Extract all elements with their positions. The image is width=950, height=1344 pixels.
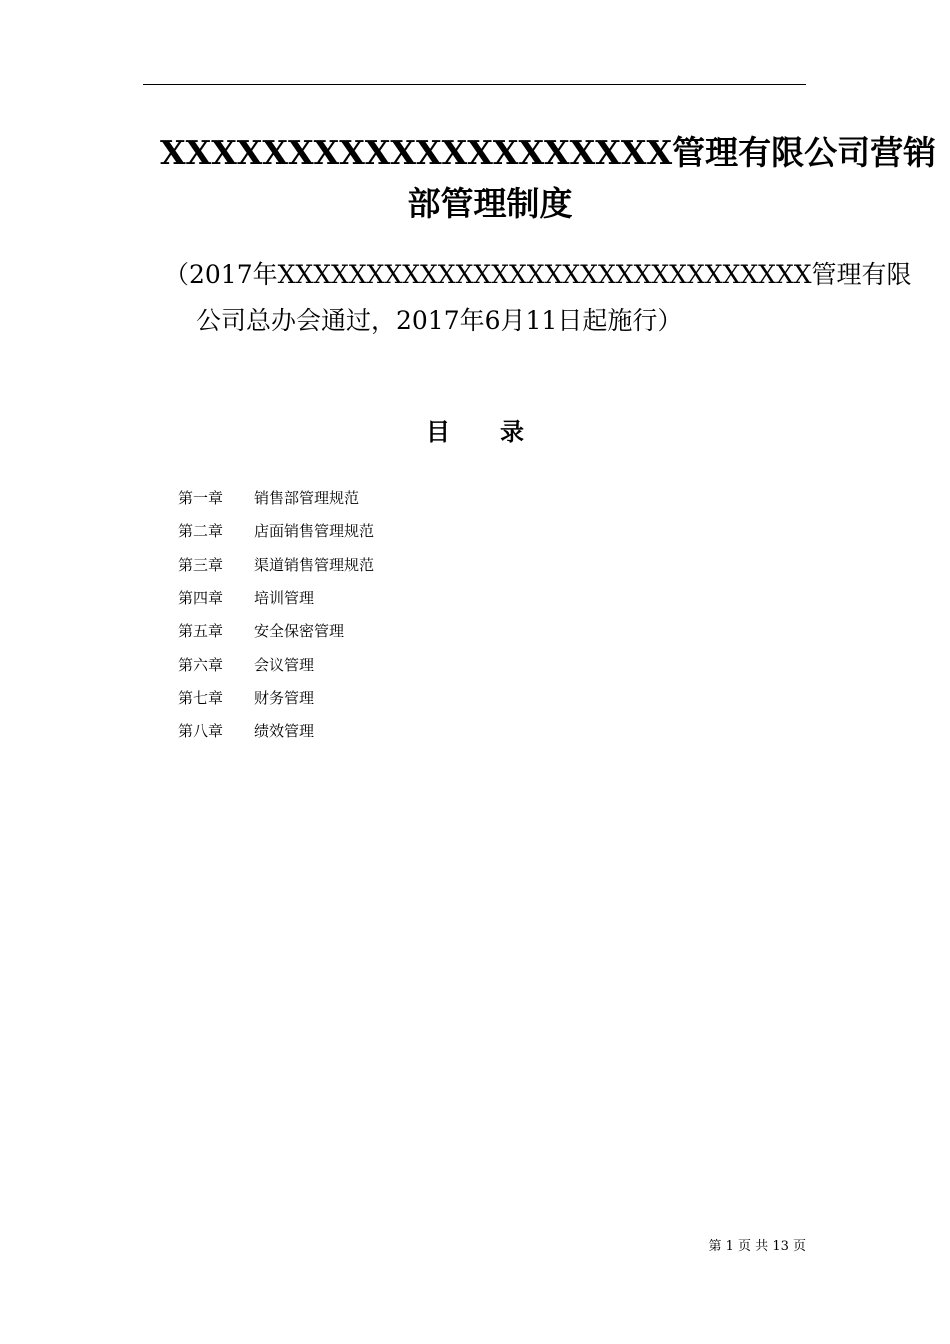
toc-chapter-title: 会议管理	[254, 655, 315, 674]
toc-chapter-title: 销售部管理规范	[254, 489, 360, 508]
toc-heading-char-2: 录	[500, 417, 524, 446]
toc-chapter-title: 财务管理	[254, 688, 315, 707]
toc-chapter-title: 绩效管理	[254, 722, 315, 741]
document-subtitle-line-1: （2017年XXXXXXXXXXXXXXXXXXXXXXXXXXXXXX管理有限	[164, 260, 912, 289]
toc-item[interactable]	[178, 647, 374, 680]
document-title-line-2: 部管理制度	[407, 184, 573, 223]
header-rule	[143, 84, 806, 85]
toc-item[interactable]	[178, 581, 374, 614]
document-subtitle	[150, 252, 912, 344]
toc-chapter-title: 安全保密管理	[254, 622, 345, 641]
toc-list	[178, 481, 374, 747]
toc-item[interactable]	[178, 614, 374, 647]
toc-item[interactable]	[178, 714, 374, 747]
document-subtitle-line-2: 公司总办会通过，2017年6月11日起施行）	[196, 306, 683, 335]
toc-chapter-title: 培训管理	[254, 589, 315, 608]
toc-chapter-number: 第五章	[178, 622, 224, 641]
document-title-line-1: XXXXXXXXXXXXXXXXXXXX管理有限公司营销	[160, 133, 937, 172]
toc-heading	[0, 415, 950, 449]
toc-item[interactable]	[178, 514, 374, 547]
toc-item[interactable]	[178, 481, 374, 514]
toc-chapter-number: 第三章	[178, 555, 224, 574]
page-number-footer: 第 1 页 共 13 页	[708, 1239, 806, 1254]
toc-chapter-number: 第四章	[178, 589, 224, 608]
toc-heading-char-1: 目	[426, 417, 450, 446]
toc-chapter-number: 第二章	[178, 522, 224, 541]
toc-item[interactable]	[178, 548, 374, 581]
toc-item[interactable]	[178, 681, 374, 714]
toc-chapter-title: 渠道销售管理规范	[254, 555, 375, 574]
toc-chapter-number: 第六章	[178, 655, 224, 674]
toc-chapter-number: 第八章	[178, 722, 224, 741]
toc-chapter-title: 店面销售管理规范	[254, 522, 375, 541]
document-title	[160, 127, 937, 229]
toc-chapter-number: 第一章	[178, 489, 224, 508]
toc-chapter-number: 第七章	[178, 688, 224, 707]
